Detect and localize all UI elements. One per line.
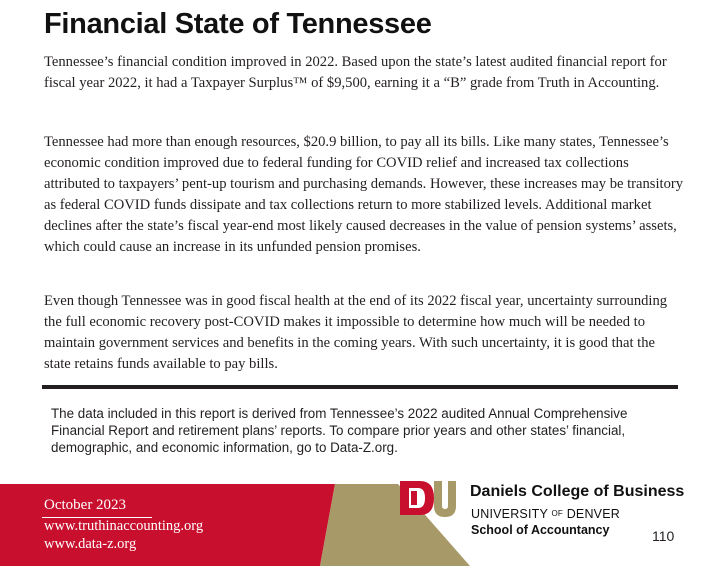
- page-number: 110: [652, 528, 675, 544]
- section-divider: [42, 385, 678, 389]
- paragraph-uncertainty: Even though Tennessee was in good fiscal health at the end of its 2022 fiscal year, uncertainty surrounding the full economic recovery post-COVID makes it impossible to determine how much will be needed to maintain government services and benefits in the coming years. With such uncertainty, it is good that the state retains funds available to pay bills.: [44, 293, 668, 372]
- college-name: Daniels College of Business: [470, 483, 685, 500]
- du-logo-icon: [398, 479, 462, 519]
- paragraph-resources: Tennessee had more than enough resources, $20.9 billion, to pay all its bills. Like many states, Tennessee’s economic condition improved due to federal funding for COVID relief and increased tax collections attributed to taxpayers’ pent-up tourism and purchasing demands. However, these increases may be transitory as federal COVID funds dissipate and tax collections return to more stabilized levels. Additional market declines after the state’s fiscal year-end most likely caused decreases in the value of pension systems’ assets, which could cause an increase in its unfunded pension promises.: [44, 134, 684, 255]
- paragraph-financial-condition: Tennessee’s financial condition improved in 2022. Based upon the state’s latest audited financial report for fiscal year 2022, it had a Taxpayer Surplus™ of $9,500, earning it a “B” grade from Truth in Accounting.: [44, 54, 667, 91]
- data-z-link[interactable]: www.data-z.org: [44, 536, 137, 552]
- data-source-note: The data included in this report is derived from Tennessee’s 2022 audited Annual Comprehensive Financial Report and retirement plans’ reports. To compare prior years and other states’ financial, demographic, and economic information, go to Data-Z.org.: [51, 406, 628, 455]
- school-name: School of Accountancy: [471, 523, 610, 537]
- university-name: UNIVERSITY OF DENVER: [471, 507, 620, 521]
- page-title: Financial State of Tennessee: [44, 8, 432, 40]
- report-date: October 2023: [44, 497, 127, 513]
- truth-in-accounting-link[interactable]: www.truthinaccounting.org: [44, 518, 204, 534]
